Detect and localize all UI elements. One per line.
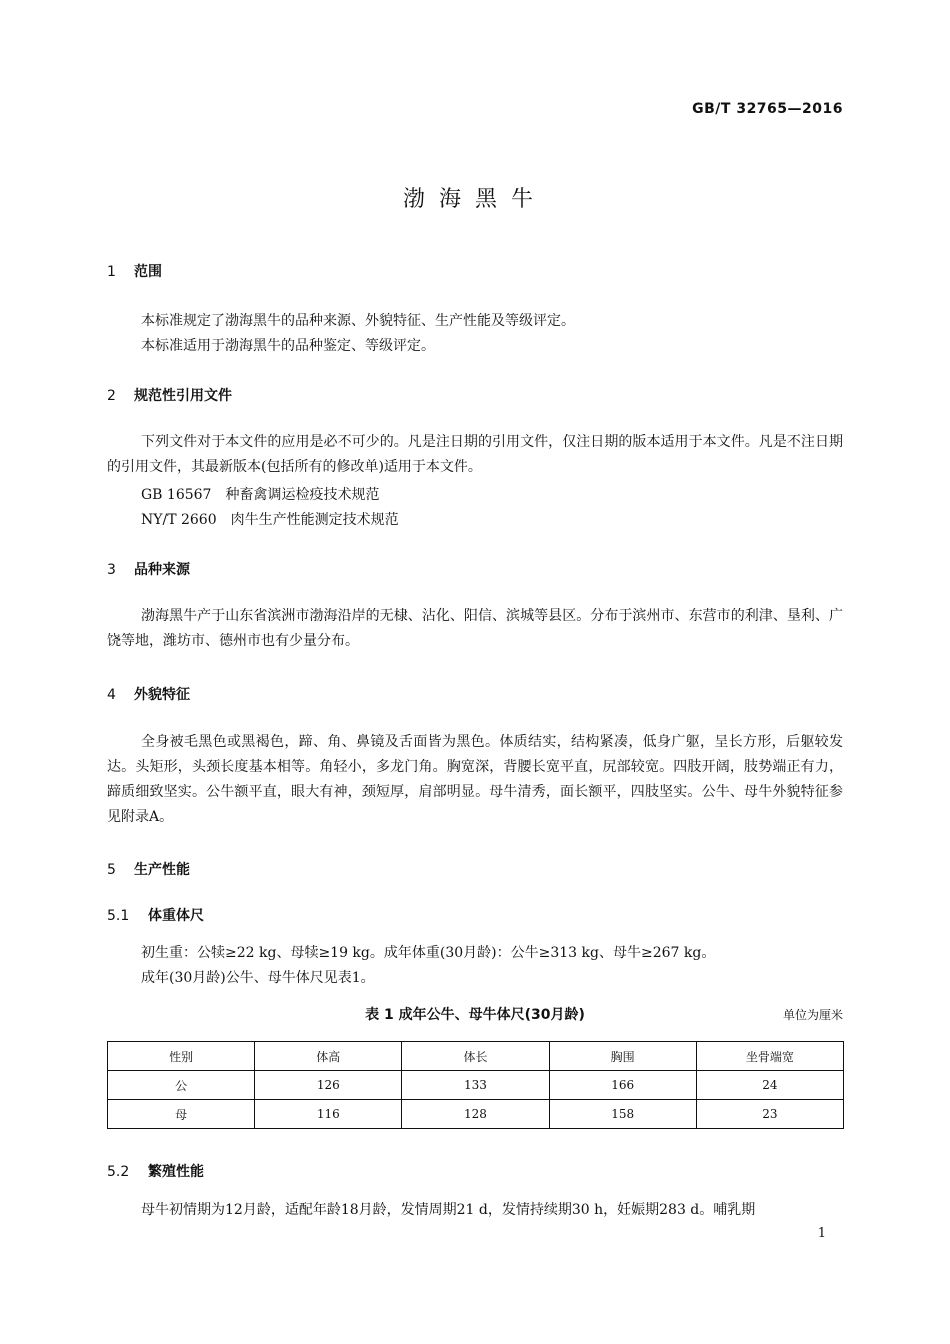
- table-cell: 128: [402, 1100, 549, 1129]
- section-title: 品种来源: [134, 562, 190, 578]
- table-header-row: [108, 1042, 844, 1071]
- table-cell: 133: [402, 1071, 549, 1100]
- origin-paragraph: 渤海黑牛产于山东省滨洲市渤海沿岸的无棣、沾化、阳信、滨城等县区。分布于滨州市、东营市的利津、垦利、广饶等地，潍坊市、德州市也有少量分布。: [107, 608, 843, 649]
- section-number: 1: [107, 264, 116, 280]
- standard-number: GB/T 32765—2016: [692, 101, 843, 117]
- table-cell: 母: [108, 1100, 255, 1129]
- section-number: 2: [107, 388, 116, 404]
- table-cell: 公: [108, 1071, 255, 1100]
- table-cell: 24: [696, 1071, 843, 1100]
- column-header: 胸围: [549, 1042, 696, 1071]
- section-title: 繁殖性能: [148, 1164, 204, 1180]
- column-header: 性别: [108, 1042, 255, 1071]
- section-4-heading: [107, 684, 190, 704]
- section-title: 生产性能: [134, 862, 190, 878]
- scope-paragraph-1: 本标准规定了渤海黑牛的品种来源、外貌特征、生产性能及等级评定。: [141, 313, 575, 329]
- table-reference-paragraph: 成年(30月龄)公牛、母牛体尺见表1。: [141, 970, 375, 986]
- table-cell: 23: [696, 1100, 843, 1129]
- table-cell: 166: [549, 1071, 696, 1100]
- column-header: 坐骨端宽: [696, 1042, 843, 1071]
- reproduction-paragraph: 母牛初情期为12月龄，适配年龄18月龄，发情周期21 d，发情持续期30 h，妊娠期283 d。哺乳期: [141, 1202, 756, 1218]
- page-number: 1: [817, 1226, 826, 1241]
- column-header: 体高: [255, 1042, 402, 1071]
- section-2-heading: [107, 385, 232, 405]
- section-5-heading: [107, 859, 190, 879]
- section-3-heading: [107, 559, 190, 579]
- table-unit: 单位为厘米: [782, 1008, 843, 1022]
- references-paragraph: 下列文件对于本文件的应用是必不可少的。凡是注日期的引用文件，仅注日期的版本适用于本文件。凡是不注日期的引用文件，其最新版本(包括所有的修改单)适用于本文件。: [107, 434, 843, 475]
- table-row: [108, 1100, 844, 1129]
- section-5-2-heading: [107, 1161, 204, 1181]
- appearance-paragraph: 全身被毛黑色或黑褐色，蹄、角、鼻镜及舌面皆为黑色。体质结实，结构紧凑，低身广躯，呈长方形，后躯较发达。头矩形，头颈长度基本相等。角轻小，多龙门角。胸宽深，背腰长宽平直，尻部较宽。四肢开阔，肢势端正有力，蹄质细致坚实。公牛额平直，眼大有神，颈短厚，肩部明显。母牛清秀，面长额平，四肢坚实。公牛、母牛外貌特征参见附录A。: [107, 734, 843, 825]
- section-number: 3: [107, 562, 116, 578]
- reference-item: [141, 509, 399, 529]
- section-title: 规范性引用文件: [134, 388, 232, 404]
- table-caption: 表 1 成年公牛、母牛体尺(30月龄): [365, 1007, 585, 1023]
- column-header: 体长: [402, 1042, 549, 1071]
- table-cell: 126: [255, 1071, 402, 1100]
- reference-title: 种畜禽调运检疫技术规范: [225, 487, 380, 503]
- section-number: 5.2: [107, 1164, 130, 1180]
- table-cell: 116: [255, 1100, 402, 1129]
- reference-code: GB 16567: [141, 487, 212, 503]
- section-1-heading: [107, 261, 162, 281]
- section-title: 外貌特征: [134, 687, 190, 703]
- scope-paragraph-2: 本标准适用于渤海黑牛的品种鉴定、等级评定。: [141, 338, 435, 354]
- reference-item: [141, 484, 379, 504]
- section-number: 5.1: [107, 908, 130, 924]
- reference-title: 肉牛生产性能测定技术规范: [230, 512, 399, 528]
- section-number: 5: [107, 862, 116, 878]
- body-measurements-table: [107, 1041, 844, 1129]
- reference-code: NY/T 2660: [141, 512, 217, 528]
- document-title: 渤海黑牛: [402, 187, 547, 212]
- table-row: [108, 1071, 844, 1100]
- section-title: 范围: [134, 264, 162, 280]
- section-5-1-heading: [107, 905, 204, 925]
- section-title: 体重体尺: [148, 908, 204, 924]
- section-number: 4: [107, 687, 116, 703]
- table-cell: 158: [549, 1100, 696, 1129]
- weight-paragraph: 初生重：公犊≥22 kg、母犊≥19 kg。成年体重(30月龄)：公牛≥313 kg、母牛≥267 kg。: [141, 945, 716, 961]
